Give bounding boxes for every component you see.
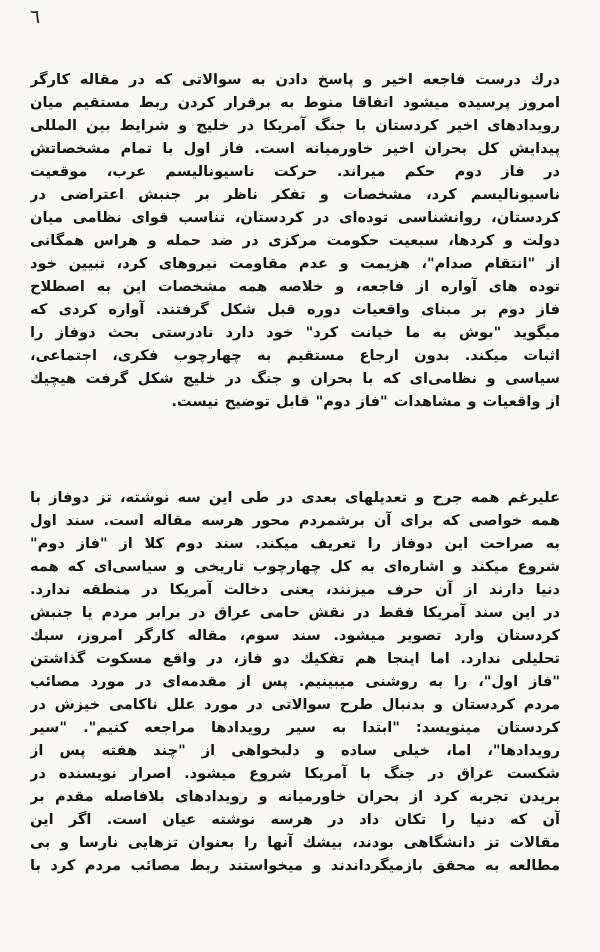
paragraph-1 bbox=[30, 68, 560, 413]
text-line: امروز پرسیده میشود اتفاقا منوط به برقرار کردن ربط مستقیم میان bbox=[30, 94, 560, 111]
text-line: شکست عراق در جنگ با آمریکا شروع میشود. اصرار نویسنده در bbox=[30, 765, 560, 782]
text-line: سیاسی و نظامی‌ای که با بحران و جنگ در خلیج شکل گرفت هیچیك bbox=[30, 370, 560, 387]
text-line: کردستان، روانشناسی توده‌ای در کردستان، تناسب قوای نظامی میان bbox=[30, 209, 560, 226]
text-line: علیرغم همه جرح و تعدیلهای بعدی در طی این سه نوشته، تز دوفاز با bbox=[30, 489, 560, 506]
text-line: توده های آواره از فاجعه، و خلاصه همه مشخصات این به اصطلاح bbox=[30, 278, 560, 295]
text-line: در فاز دوم حکم میراند. حرکت ناسیونالیسم عرب، موقعیت bbox=[30, 163, 560, 180]
text-line: دنیا دارند از آن حرف میزنند، یعنی دخالت آمریکا در منطقه ندارد. bbox=[30, 581, 560, 598]
text-line: مقالات تز دانشگاهی بودند، بیشك آنها را بعنوان تزهایی نارسا و بی bbox=[30, 834, 560, 851]
text-line: اثبات میکند. بدون ارجاع مستقیم به چهارچوب فکری، اجتماعی، bbox=[30, 347, 560, 364]
page-number: ٦ bbox=[30, 6, 41, 28]
text-line: تحلیلی ندارد. اما اینجا هم تفکیك دو فاز، در واقع مسکوت گذاشتن bbox=[30, 650, 560, 667]
text-line: در این سند آمریکا فقط در نقش حامی عراق در برابر مردم یا جنبش bbox=[30, 604, 560, 621]
text-line: همه خواصی که برای آن برشمردم محور هرسه مقاله است. سند اول bbox=[30, 512, 560, 529]
text-line: کردستان وارد تصویر میشود. سند سوم، مقاله کارگر امروز، سبك bbox=[30, 627, 560, 644]
text-line: رویدادهای اخیر کردستان با جنگ آمریکا در خلیج و شرایط بین المللی bbox=[30, 117, 560, 134]
text-line: از "انتقام صدام"، هزیمت و عدم مقاومت نیروهای کرد، تبیین خود bbox=[30, 255, 560, 272]
text-line: فاز دوم بر مبنای واقعیات دوره قبل شکل گرفتند. آواره کردی که bbox=[30, 301, 560, 318]
text-line: درك درست فاجعه اخير و پاسخ دادن به سوالاتی که در مقاله کارگر bbox=[30, 71, 560, 88]
text-line: مردم کردستان و بدنبال طرح سوالاتی در مورد علل ناکامی خیزش در bbox=[30, 696, 560, 713]
text-line: شروع میکند و اشاره‌ای به کل چهارچوب تاریخی و سیاسی‌ای که همه bbox=[30, 558, 560, 575]
text-line: مطالعه به محقق بازمیگرداندند و میخواستند ربط مصائب مردم کرد با bbox=[30, 857, 560, 874]
text-line: آن که دنیا را تکان داد در هرسه نوشته عیان است. اگر این bbox=[30, 811, 560, 828]
text-line: به صراحت این دوفاز را تعریف میکند. سند دوم کلا از "فاز دوم" bbox=[30, 535, 560, 552]
text-line: "فاز اول"، را به روشنی میبینیم. پس از مقدمه‌ای در مورد مصائب bbox=[30, 673, 560, 690]
text-line: میگوید "بوش به ما خیانت کرد" خود دارد نادرستی بحث دوفاز را bbox=[30, 324, 560, 341]
text-line: ناسیونالیسم کرد، مشخصات و تفکر ناظر بر جنبش اعتراضی در bbox=[30, 186, 560, 203]
text-line: کردستان مینویسد: "ابتدا به سیر رویدادها مراجعه کنیم". "سیر bbox=[30, 719, 560, 736]
text-line: رویدادها"، اما، خیلی ساده و دلبخواهی از "چند هفته پس از bbox=[30, 742, 560, 759]
text-line: بریدن تجربه کرد از بحران خاورمیانه و رویدادهای بلافاصله مقدم بر bbox=[30, 788, 560, 805]
text-line: از واقعیات و مشاهدات "فاز دوم" قابل توضیح نیست. bbox=[171, 393, 560, 410]
text-line: دولت و کردها، سبعیت حکومت مرکزی در ضد حمله و هراس همگانی bbox=[30, 232, 560, 249]
paragraph-2 bbox=[30, 486, 560, 877]
text-line: پیدایش کل بحران اخیر خاورمیانه است. فاز اول با تمام مشخصاتش bbox=[30, 140, 560, 157]
